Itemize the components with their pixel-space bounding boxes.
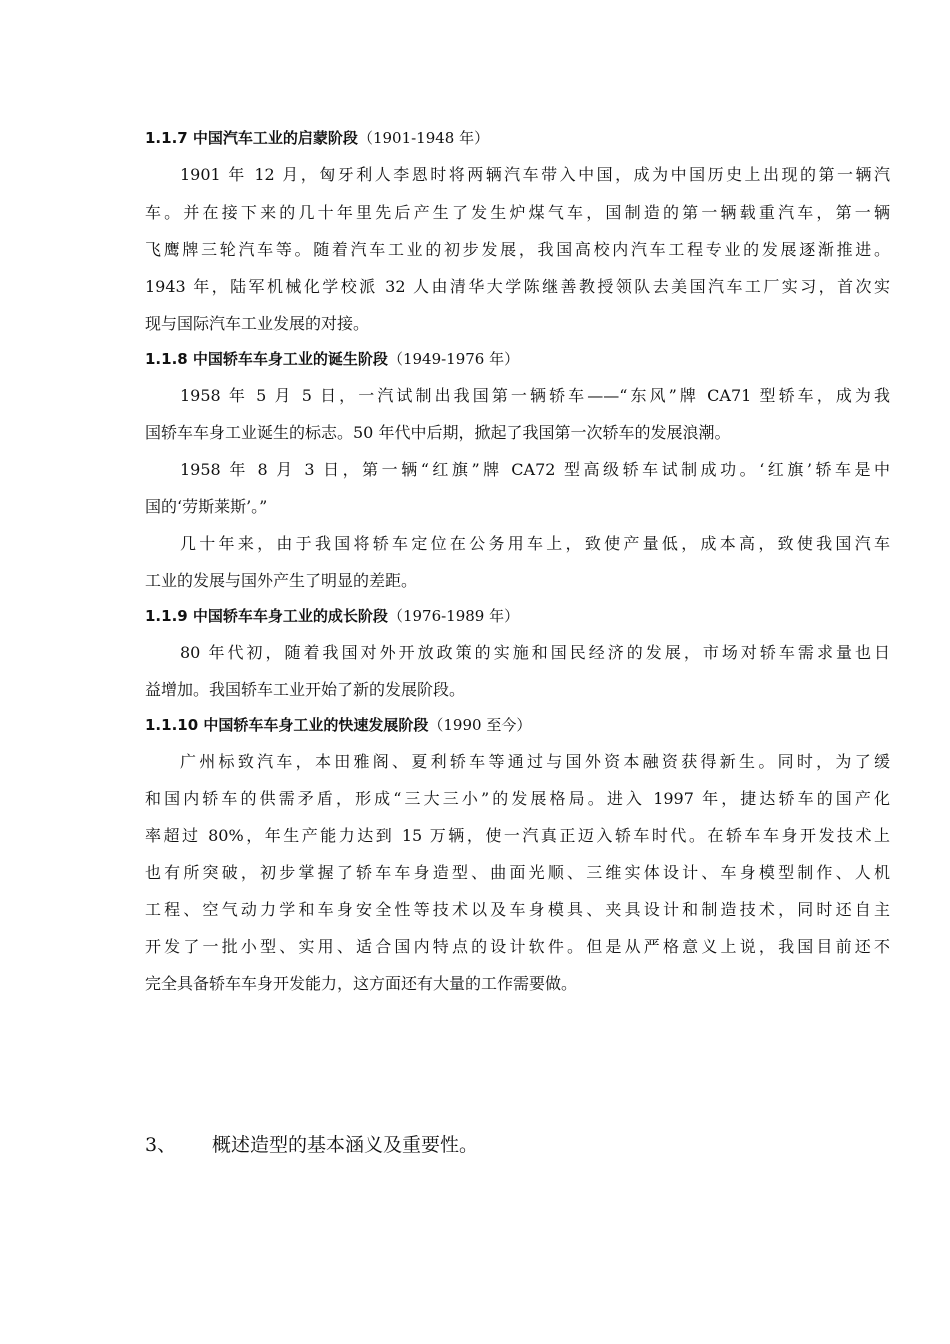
heading-years: （1901-1948 年） bbox=[357, 129, 490, 147]
paragraph-line: 广州标致汽车，本田雅阁、夏利轿车等通过与国外资本融资获得新生。同时，为了缓 bbox=[180, 752, 890, 771]
heading-years: （1949-1976 年） bbox=[387, 350, 520, 368]
section-heading-1-1-10 bbox=[145, 715, 531, 735]
question-text: 概述造型的基本涵义及重要性。 bbox=[212, 1134, 479, 1156]
paragraph-line: 1958 年 8 月 3 日，第一辆“红旗”牌 CA72 型高级轿车试制成功。‘红旗’轿车是中 bbox=[180, 460, 890, 479]
section-heading-1-1-8 bbox=[145, 349, 519, 369]
paragraph-line: 1958 年 5 月 5 日，一汽试制出我国第一辆轿车——“东风”牌 CA71 型轿车，成为我 bbox=[180, 386, 890, 405]
paragraph-line: 益增加。我国轿车工业开始了新的发展阶段。 bbox=[145, 680, 466, 699]
paragraph-line: 工业的发展与国外产生了明显的差距。 bbox=[145, 571, 418, 590]
heading-years: （1990 至今） bbox=[428, 716, 532, 734]
paragraph-line: 也有所突破，初步掌握了轿车车身造型、曲面光顺、三维实体设计、车身模型制作、人机 bbox=[145, 863, 890, 882]
paragraph-line: 几十年来，由于我国将轿车定位在公务用车上，致使产量低，成本高，致使我国汽车 bbox=[180, 534, 890, 553]
paragraph-line: 完全具备轿车车身开发能力，这方面还有大量的工作需要做。 bbox=[145, 974, 578, 993]
paragraph-line: 现与国际汽车工业发展的对接。 bbox=[145, 314, 370, 333]
paragraph-line: 1901 年 12 月，匈牙利人李恩时将两辆汽车带入中国，成为中国历史上出现的第一辆汽 bbox=[180, 165, 890, 184]
paragraph-line: 开发了一批小型、实用、适合国内特点的设计软件。但是从严格意义上说，我国目前还不 bbox=[145, 937, 890, 956]
paragraph-line: 飞鹰牌三轮汽车等。随着汽车工业的初步发展，我国高校内汽车工程专业的发展逐渐推进。 bbox=[145, 240, 890, 259]
heading-title: 1.1.7 中国汽车工业的启蒙阶段 bbox=[145, 129, 358, 147]
paragraph-line: 车。并在接下来的几十年里先后产生了发生炉煤气车，国制造的第一辆载重汽车，第一辆 bbox=[145, 203, 890, 222]
section-heading-1-1-9 bbox=[145, 606, 519, 626]
section-heading-1-1-7 bbox=[145, 128, 489, 148]
heading-title: 1.1.9 中国轿车车身工业的成长阶段 bbox=[145, 607, 388, 625]
paragraph-line: 80 年代初，随着我国对外开放政策的实施和国民经济的发展，市场对轿车需求量也日 bbox=[180, 643, 890, 662]
question-number: 3、 bbox=[145, 1134, 177, 1156]
paragraph-line: 工程、空气动力学和车身安全性等技术以及车身模具、夹具设计和制造技术，同时还自主 bbox=[145, 900, 890, 919]
heading-years: （1976-1989 年） bbox=[387, 607, 520, 625]
heading-title: 1.1.8 中国轿车车身工业的诞生阶段 bbox=[145, 350, 388, 368]
paragraph-line: 和国内轿车的供需矛盾，形成“三大三小”的发展格局。进入 1997 年，捷达轿车的国产化 bbox=[145, 789, 890, 808]
paragraph-line: 1943 年，陆军机械化学校派 32 人由清华大学陈继善教授领队去美国汽车工厂实习，首次实 bbox=[145, 277, 890, 296]
heading-title: 1.1.10 中国轿车车身工业的快速发展阶段 bbox=[145, 716, 429, 734]
paragraph-line: 国的‘劳斯莱斯’。” bbox=[145, 497, 268, 516]
paragraph-line: 率超过 80%，年生产能力达到 15 万辆，使一汽真正迈入轿车时代。在轿车车身开发技术上 bbox=[145, 826, 890, 845]
paragraph-line: 国轿车车身工业诞生的标志。50 年代中后期，掀起了我国第一次轿车的发展浪潮。 bbox=[145, 423, 731, 442]
